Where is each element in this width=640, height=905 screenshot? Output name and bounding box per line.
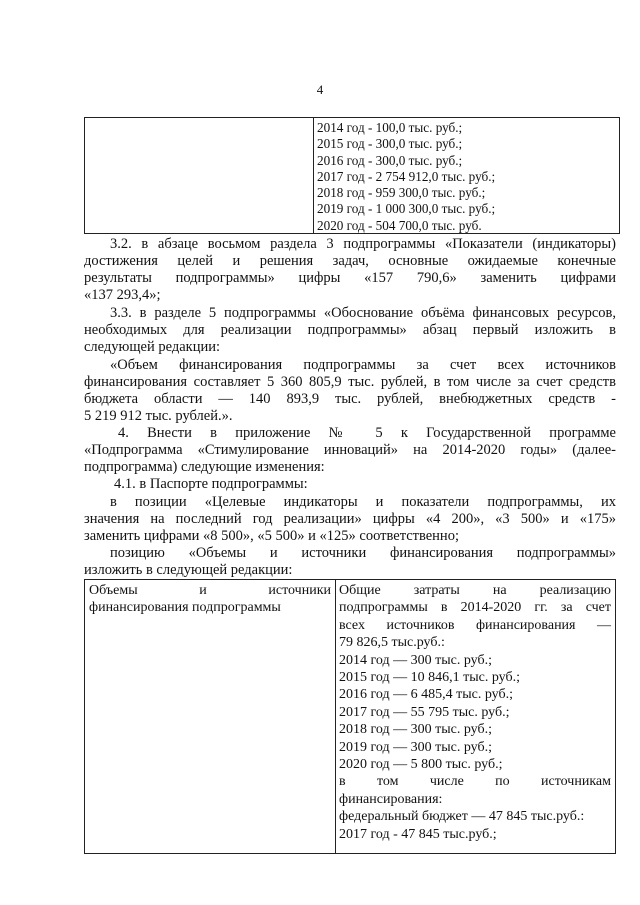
paragraph-quote	[84, 357, 616, 425]
text-line: 5 219 912 тыс. рублей.».	[84, 408, 233, 424]
text-line: 4.1. в Паспорте подпрограммы:	[114, 476, 308, 492]
cell-line: федеральный бюджет — 47 845 тыс.руб.:	[339, 809, 585, 825]
text-line: заменить цифрами «8 500», «5 500» и «125» соответственно;	[84, 528, 459, 544]
funding-line: 2016 год - 300,0 тыс. руб.;	[317, 152, 463, 168]
text-line: 4. Внести в приложение № 5 к Государственной программе	[118, 425, 616, 441]
funding-line: 2020 год - 504 700,0 тыс. руб.	[317, 217, 482, 233]
cell-line: 2018 год — 300 тыс. руб.;	[339, 722, 492, 738]
paragraph-targets	[84, 494, 616, 545]
funding-table-continued	[84, 117, 620, 234]
funding-line: 2019 год - 1 000 300,0 тыс. руб.;	[317, 201, 496, 217]
cell-line: Общие затраты на реализацию	[339, 583, 611, 598]
paragraph-3-2	[84, 236, 616, 304]
text-line: «Подпрограмма «Стимулирование инноваций» на 2014-2020 годы» (далее-	[84, 442, 616, 458]
text-line: 3.3. в разделе 5 подпрограммы «Обоснование объёма финансовых ресурсов,	[110, 305, 616, 321]
text-line: изложить в следующей редакции:	[84, 562, 293, 578]
cell-line: Объемы и источники	[89, 583, 331, 598]
funding-label-cell	[89, 582, 331, 616]
funding-line: 2015 год - 300,0 тыс. руб.;	[317, 136, 463, 152]
paragraph-4	[84, 425, 616, 476]
text-line: необходимых для реализации подпрограммы» абзац первый изложить в	[84, 322, 616, 338]
cell-line: 2017 год - 47 845 тыс.руб.;	[339, 826, 497, 842]
cell-line: всех источников финансирования —	[339, 617, 611, 633]
cell-line: 2014 год — 300 тыс. руб.;	[339, 652, 492, 668]
funding-line: 2014 год - 100,0 тыс. руб.;	[317, 120, 463, 135]
cell-line: 2020 год — 5 800 тыс. руб.;	[339, 757, 503, 773]
funding-value-cell	[339, 582, 611, 843]
column-divider	[335, 580, 336, 853]
text-line: бюджета области — 140 893,9 тыс. рублей, внебюджетных средств -	[84, 391, 616, 407]
text-line: финансирования составляет 5 360 805,9 тыс. рублей, в том числе за счет средств	[84, 374, 616, 390]
text-line: позицию «Объемы и источники финансирования подпрограммы»	[110, 545, 616, 561]
text-line: в позиции «Целевые индикаторы и показатели подпрограммы, их	[110, 494, 616, 510]
paragraph-3-3	[84, 305, 616, 356]
text-line: следующей редакции:	[84, 339, 221, 355]
funding-line: 2018 год - 959 300,0 тыс. руб.;	[317, 185, 486, 201]
page-number: 4	[316, 82, 324, 97]
funding-years-cell	[317, 120, 495, 234]
text-line: «Объем финансирования подпрограммы за счет всех источников	[110, 357, 616, 373]
cell-line: финансирования:	[339, 791, 443, 807]
cell-line: финансирования подпрограммы	[89, 600, 281, 615]
text-line: «137 293,4»;	[84, 287, 161, 303]
cell-line: 2019 год — 300 тыс. руб.;	[339, 739, 492, 755]
cell-line: подпрограммы в 2014-2020 гг. за счет	[339, 600, 611, 616]
text-line: результаты подпрограммы» цифры «157 790,6» заменить цифрами	[84, 270, 616, 286]
column-divider	[313, 118, 314, 233]
text-line: достижения целей и решения задач, основные ожидаемые конечные	[84, 253, 616, 269]
funding-line: 2017 год - 2 754 912,0 тыс. руб.;	[317, 168, 496, 184]
cell-line: в том числе по источникам	[339, 774, 611, 790]
cell-line: 2017 год — 55 795 тыс. руб.;	[339, 704, 510, 720]
paragraph-volumes	[84, 545, 616, 579]
paragraph-4-1	[84, 476, 616, 493]
cell-line: 2015 год — 10 846,1 тыс. руб.;	[339, 670, 520, 686]
cell-line: 79 826,5 тыс.руб.:	[339, 635, 445, 651]
text-line: значения на последний год реализации» цифры «4 200», «3 500» и «175»	[84, 511, 616, 527]
text-line: подпрограмма) следующие изменения:	[84, 459, 325, 475]
text-line: 3.2. в абзаце восьмом раздела 3 подпрограммы «Показатели (индикаторы)	[110, 236, 616, 252]
cell-line: 2016 год — 6 485,4 тыс. руб.;	[339, 687, 513, 703]
passport-funding-table	[84, 579, 616, 854]
